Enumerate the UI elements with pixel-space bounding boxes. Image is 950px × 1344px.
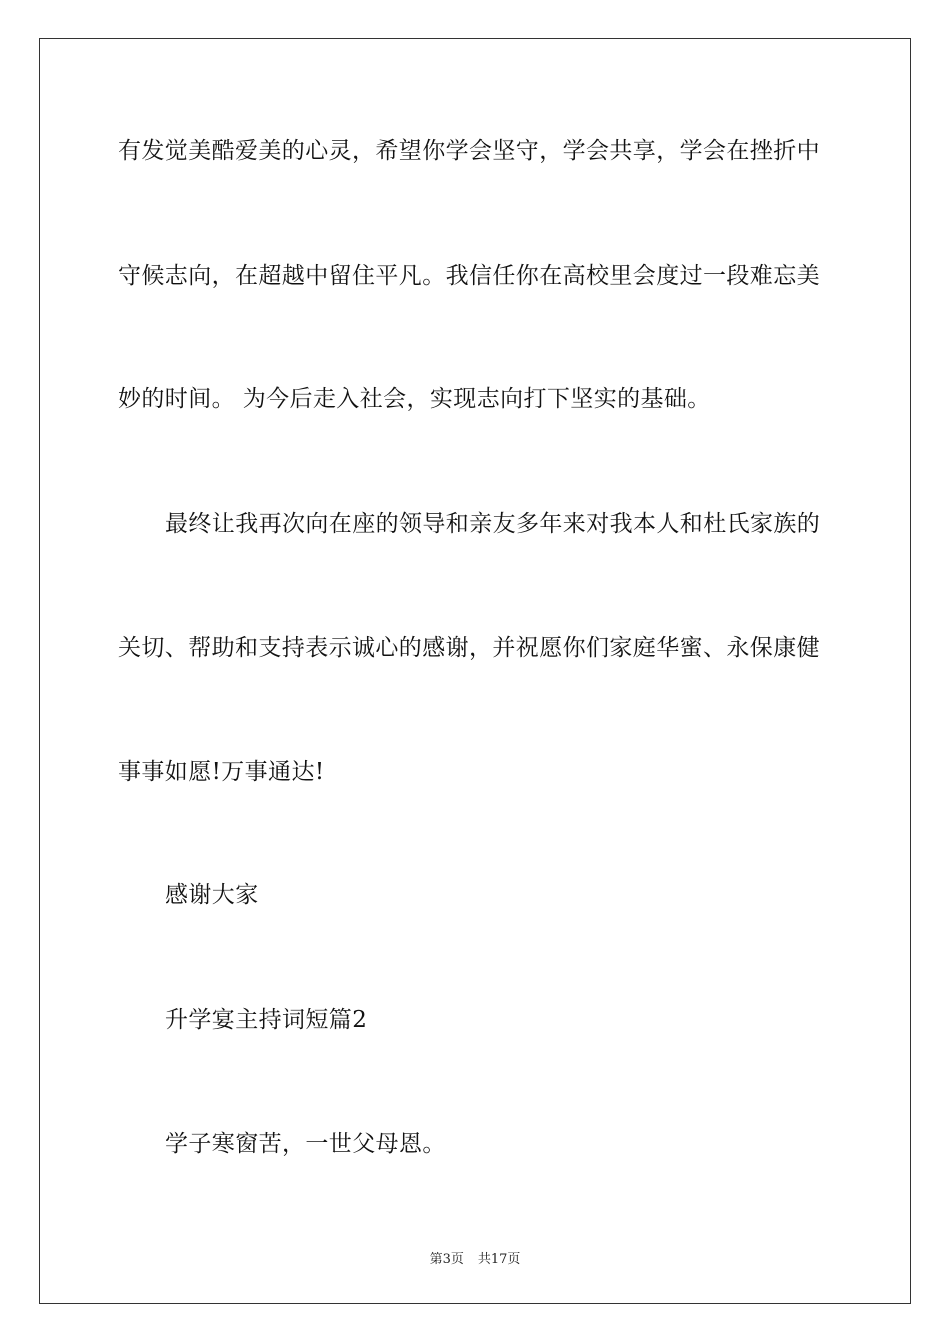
text-line-2: 守候志向，在超越中留住平凡。我信任你在高校里会度过一段难忘美 xyxy=(118,263,820,289)
page-total: 共17页 xyxy=(477,1252,521,1267)
closing-thanks: 感谢大家 xyxy=(165,882,259,908)
page-number: 第3页 xyxy=(429,1252,464,1267)
text-line-9: 学子寒窗苦，一世父母恩。 xyxy=(165,1131,446,1157)
page-border xyxy=(39,38,911,1304)
text-line-5: 关切、帮助和支持表示诚心的感谢，并祝愿你们家庭华蜜、永保康健 xyxy=(118,635,820,661)
section-heading: 升学宴主持词短篇2 xyxy=(165,1007,368,1033)
text-line-1: 有发觉美酷爱美的心灵，希望你学会坚守，学会共享，学会在挫折中 xyxy=(118,138,820,164)
text-line-3: 妙的时间。 为今后走入社会，实现志向打下坚实的基础。 xyxy=(118,386,711,412)
text-line-6: 事事如愿!万事通达! xyxy=(118,759,325,785)
page-footer xyxy=(0,1248,950,1267)
text-line-4: 最终让我再次向在座的领导和亲友多年来对我本人和杜氏家族的 xyxy=(165,511,821,537)
